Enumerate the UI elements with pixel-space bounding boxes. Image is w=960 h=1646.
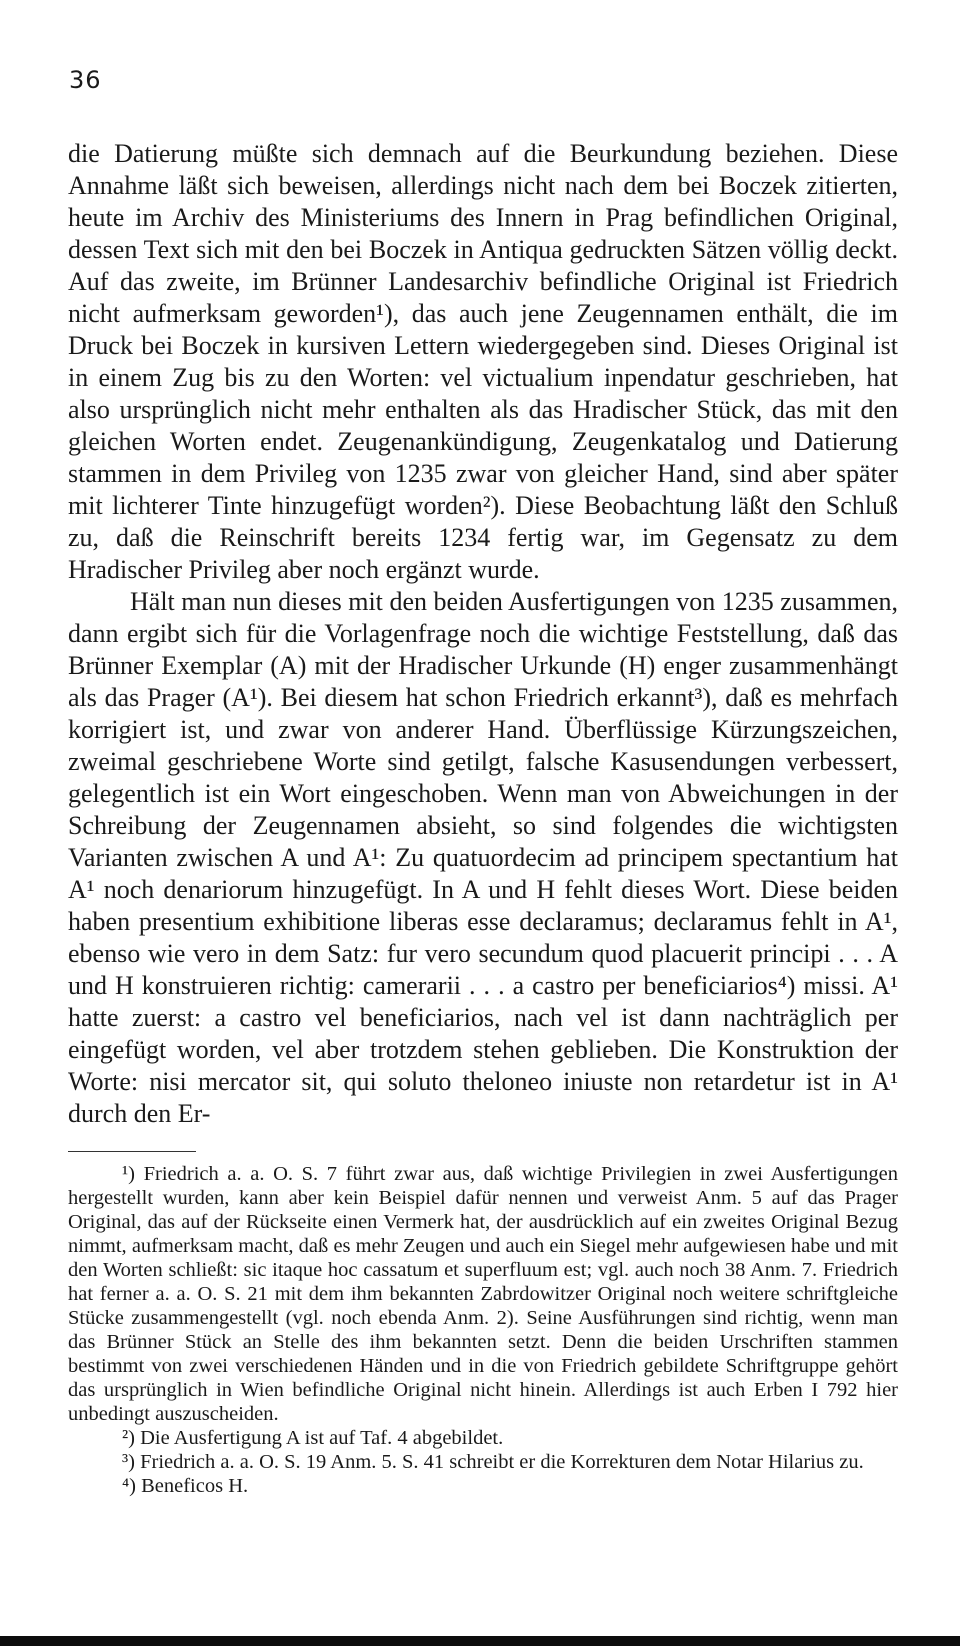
paragraph-1: die Datierung müßte sich demnach auf die Beurkundung beziehen. Diese Annahme läßt sich beweisen, allerdings nicht nach dem bei Boczek zitierten, heute im Archiv des Ministeriums des Innern in Prag befindlichen Original, dessen Text sich mit den bei Boczek in Antiqua gedruckten Sätzen völlig deckt. Auf das zweite, im Brünner Landesarchiv befindliche Original ist Friedrich nicht aufmerksam geworden¹), das auch jene Zeugennamen enthält, die im Druck bei Boczek in kursiven Lettern wiedergegeben sind. Dieses Original ist in einem Zug bis zu den Worten: vel victualium inpendatur geschrieben, hat also ursprünglich nicht mehr enthalten als das Hradischer Stück, das mit den gleichen Worten endet. Zeugenankündigung, Zeugenkatalog und Datierung stammen in dem Privileg von 1235 zwar von gleicher Hand, sind aber später mit lichterer Tinte hinzugefügt worden²). Diese Beobachtung läßt den Schluß zu, daß die Reinschrift bereits 1234 fertig war, im Gegensatz zu dem Hradischer Privileg aber noch ergänzt wurde. bbox=[68, 139, 898, 584]
paragraph-2: Hält man nun dieses mit den beiden Ausfertigungen von 1235 zusammen, dann ergibt sich für die Vorlagenfrage noch die wichtige Feststellung, daß das Brünner Exemplar (A) mit der Hradischer Urkunde (H) enger zusammenhängt als das Prager (A¹). Bei diesem hat schon Friedrich erkannt³), daß es mehrfach korrigiert ist, und zwar von anderer Hand. Überflüssige Kürzungszeichen, zweimal geschriebene Worte sind getilgt, falsche Kasusendungen verbessert, gelegentlich ist ein Wort eingeschoben. Wenn man von Abweichungen in der Schreibung der Zeugennamen absieht, so sind folgendes die wichtigsten Varianten zwischen A und A¹: Zu quatuordecim ad principem spectantium hat A¹ noch denariorum hinzugefügt. In A und H fehlt dieses Wort. Diese beiden haben presentium exhibitione liberas esse declaramus; declaramus fehlt in A¹, ebenso wie vero in dem Satz: fur vero secundum quod placuerit principi . . . A und H konstruieren richtig: camerarii . . . a castro per beneficiarios⁴) missi. A¹ hatte zuerst: a castro vel beneficiarios, nach vel ist dann nachträglich per eingefügt worden, vel aber trotzdem stehen geblieben. Die Konstruktion der Worte: nisi mercator sit, qui soluto theloneo iniuste non retardetur ist in A¹ durch den Er- bbox=[68, 587, 898, 1128]
footnote-2: ²) Die Ausfertigung A ist auf Taf. 4 abgebildet. bbox=[122, 1427, 504, 1449]
footnote-3: ³) Friedrich a. a. O. S. 19 Anm. 5. S. 41 schreibt er die Korrekturen dem Notar Hilarius zu. bbox=[122, 1451, 864, 1473]
footnote-separator bbox=[68, 1151, 196, 1152]
footnotes bbox=[68, 1162, 898, 1498]
footnote-4: ⁴) Beneficos H. bbox=[122, 1475, 249, 1497]
footnote-1: ¹) Friedrich a. a. O. S. 7 führt zwar aus, daß wichtige Privilegien in zwei Ausfertigungen hergestellt wurden, kann aber kein Beispiel dafür nennen und verweist Anm. 5 auf das Prager Original, das auf der Rückseite einen Vermerk hat, der ausdrücklich auf ein zweites Original Bezug nimmt, aufmerksam macht, daß es mehr Zeugen und auch ein Siegel mehr aufgewiesen habe und mit den Worten schließt: sic itaque hoc cassatum et superfluum est; vgl. auch noch 38 Anm. 7. Friedrich hat ferner a. a. O. S. 21 mit dem ihm bekannten Zabrdowitzer Original noch weitere schriftgleiche Stücke zusammengestellt (vgl. noch ebenda Anm. 2). Seine Ausführungen sind richtig, wenn man das Brünner Stück an Stelle des ihm bekannten setzt. Denn die beiden Urschriften stammen bestimmt von zwei verschiedenen Händen und in die von Friedrich gebildete Schriftgruppe gehört das ursprünglich in Wien befindliche Original nicht hinein. Allerdings ist auch Erben I 792 hier unbedingt auszuscheiden. bbox=[68, 1163, 898, 1425]
scan-edge bbox=[0, 1636, 960, 1646]
main-text bbox=[68, 138, 898, 1130]
page-number: 36 bbox=[69, 66, 102, 94]
